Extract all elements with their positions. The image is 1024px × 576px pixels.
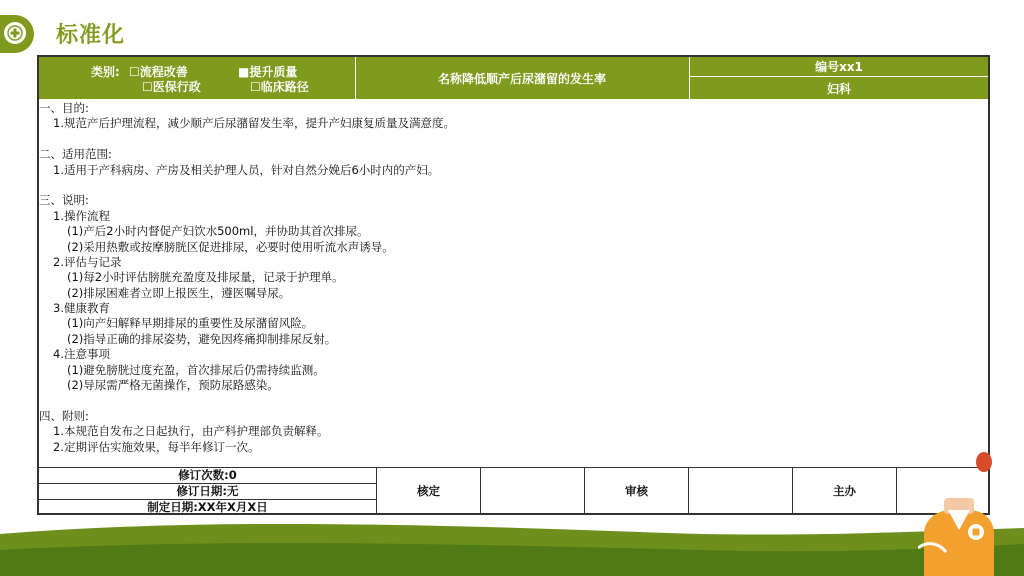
form-number: 编号xx1 xyxy=(690,57,988,77)
content-item: 4.注意事项 xyxy=(53,347,110,362)
content-subitem: (1)避免膀胱过度充盈，首次排尿后仍需持续监测。 xyxy=(67,362,325,377)
nurse-illustration xyxy=(918,448,998,576)
content-item: 1.操作流程 xyxy=(53,208,110,223)
check-signature-cell[interactable] xyxy=(481,468,585,514)
category-clinical-pathway[interactable]: ☐临床路径 xyxy=(250,80,309,94)
section-heading: 四、附则: xyxy=(39,408,89,423)
category-quality-improvement[interactable]: ■提升质量 xyxy=(238,65,298,79)
content-subitem: (1)产后2小时内督促产妇饮水500ml，并协助其首次排尿。 xyxy=(67,224,369,239)
number-cell xyxy=(690,57,988,99)
logo-badge xyxy=(0,15,34,53)
section-heading: 三、说明: xyxy=(39,193,89,208)
review-label: 审核 xyxy=(585,468,689,514)
section-heading: 二、适用范围: xyxy=(39,147,112,162)
category-cell xyxy=(39,57,356,99)
form-header xyxy=(39,57,988,99)
content-subitem: (2)指导正确的排尿姿势，避免因疼痛抑制排尿反射。 xyxy=(67,331,337,346)
content-item: 1.规范产后护理流程，减少顺产后尿潴留发生率，提升产妇康复质量及满意度。 xyxy=(53,116,455,131)
blank-line xyxy=(39,132,988,147)
category-insurance-admin[interactable]: ☐医保行政 xyxy=(142,80,201,94)
form-footer xyxy=(39,467,988,514)
revision-count: 修订次数:0 xyxy=(39,468,376,484)
review-signature-cell[interactable] xyxy=(689,468,793,514)
department: 妇科 xyxy=(826,81,851,96)
revision-info xyxy=(39,468,377,514)
form-name: 名称降低顺产后尿潴留的发生率 xyxy=(355,57,690,99)
host-label: 主办 xyxy=(793,468,897,514)
content-subitem: (1)向产妇解释早期排尿的重要性及尿潴留风险。 xyxy=(67,316,314,331)
standard-form xyxy=(37,55,990,515)
revision-date: 修订日期:无 xyxy=(39,484,376,500)
content-subitem: (2)排尿困难者立即上报医生，遵医嘱导尿。 xyxy=(67,285,291,300)
content-item: 1.适用于产科病房、产房及相关护理人员，针对自然分娩后6小时内的产妇。 xyxy=(53,162,440,177)
content-subitem: (1)每2小时评估膀胱充盈度及排尿量，记录于护理单。 xyxy=(67,270,344,285)
category-process-improvement[interactable]: ☐流程改善 xyxy=(129,65,188,79)
section-heading: 一、目的: xyxy=(39,101,89,115)
form-content xyxy=(39,101,988,455)
made-date: 制定日期:XX年X月X日 xyxy=(147,500,268,514)
blank-line xyxy=(39,393,988,408)
content-subitem: (2)导尿需严格无菌操作，预防尿路感染。 xyxy=(67,378,279,393)
green-wave-decoration xyxy=(0,510,1024,576)
category-label: 类别: xyxy=(91,65,120,79)
content-item: 3.健康教育 xyxy=(53,301,110,316)
check-label: 核定 xyxy=(377,468,481,514)
content-item: 2.评估与记录 xyxy=(53,254,122,269)
blank-line xyxy=(39,178,988,193)
page-title: 标准化 xyxy=(56,23,126,48)
content-subitem: (2)采用热敷或按摩膀胱区促进排尿，必要时使用听流水声诱导。 xyxy=(67,239,394,254)
plus-icon xyxy=(4,22,26,44)
content-item: 1.本规范自发布之日起执行，由产科护理部负责解释。 xyxy=(53,424,329,439)
content-item: 2.定期评估实施效果，每半年修订一次。 xyxy=(53,439,260,454)
